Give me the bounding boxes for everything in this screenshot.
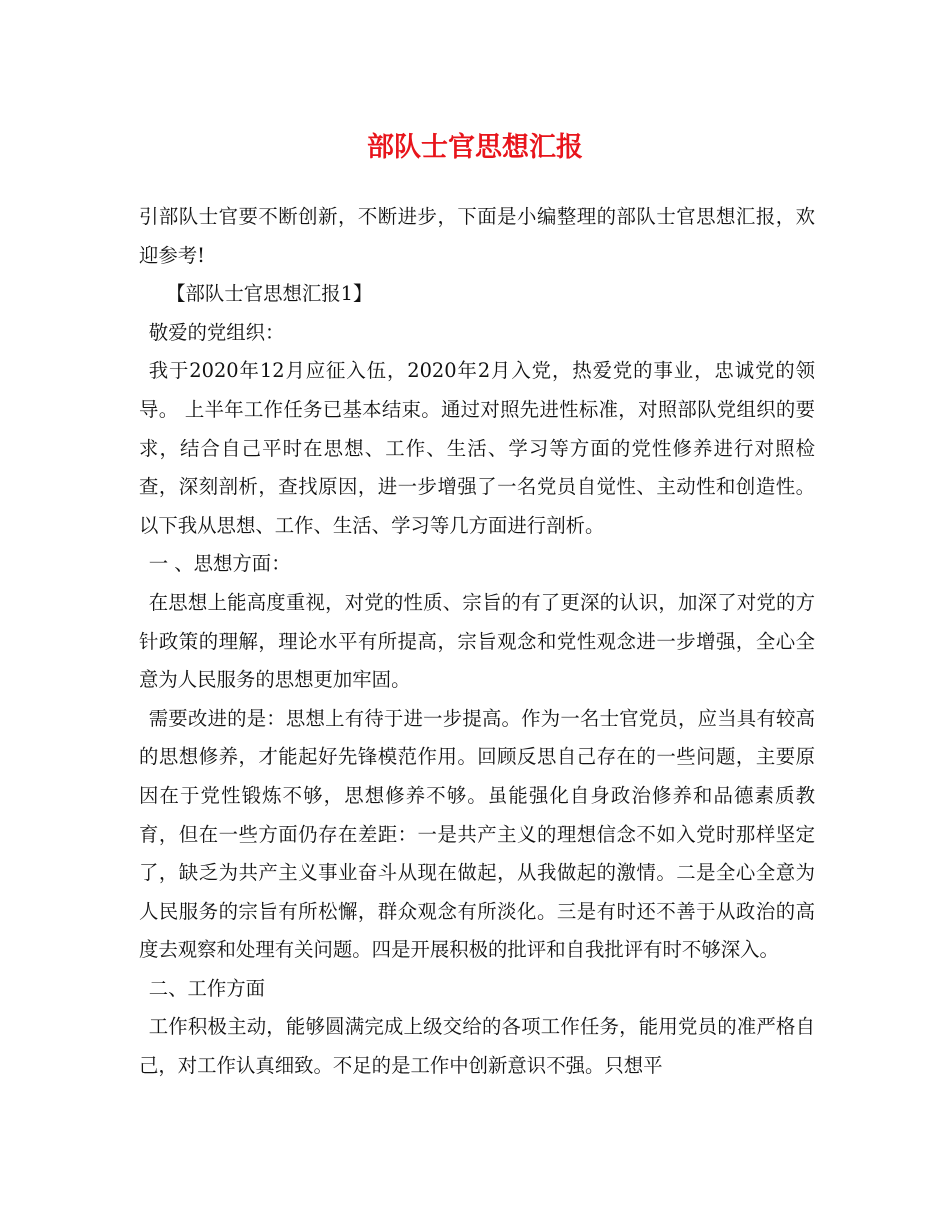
paragraph-background: 我于2020年12月应征入伍，2020年2月入党，热爱党的事业，忠诚党的领导。 上半年工作任务已基本结束。通过对照先进性标准，对照部队党组织的要求，结合自己平时在思想、工作、生活、学习等方面的党性修养进行对照检查，深刻剖析，查找原因，进一步增强了一名党员自觉性、主动性和创造性。 以下我从思想、工作、生活、学习等几方面进行剖析。 [139,359,815,537]
paragraph-thought-strengths: 在思想上能高度重视，对党的性质、宗旨的有了更深的认识，加深了对党的方针政策的理解，理论水平有所提高，宗旨观念和党性观念进一步增强，全心全意为人民服务的思想更加牢固。 [139,590,815,692]
paragraph-intro: 引部队士官要不断创新，不断进步，下面是小编整理的部队士官思想汇报，欢迎参考! [139,205,815,267]
section-heading-work: 二、工作方面 [148,976,266,1000]
paragraph-work: 工作积极主动，能够圆满完成上级交给的各项工作任务，能用党员的准严格自己，对工作认真细致。不足的是工作中创新意识不强。只想平 [139,1015,815,1078]
paragraph-thought-improvements: 需要改进的是：思想上有待于进一步提高。作为一名士官党员，应当具有较高的思想修养，才能起好先锋模范作用。回顾反思自己存在的一些问题，主要原因在于党性锻炼不够，思想修养不够。虽能强化自身政治修养和品德素质教育，但在一些方面仍存在差距：一是共产主义的理想信念不如入党时那样坚定了，缺乏为共产主义事业奋斗从现在做起，从我做起的激情。二是全心全意为人民服务的宗旨有所松懈，群众观念有所淡化。三是有时还不善于从政治的高度去观察和处理有关问题。四是开展积极的批评和自我批评有时不够深入。 [139,706,815,962]
salutation: 敬爱的党组织： [148,320,285,344]
section-heading-report-1: 【部队士官思想汇报1】 [166,282,373,306]
document-title: 部队士官思想汇报 [367,132,583,163]
document-body [139,198,815,1086]
section-heading-thought: 一 、思想方面： [148,552,291,576]
